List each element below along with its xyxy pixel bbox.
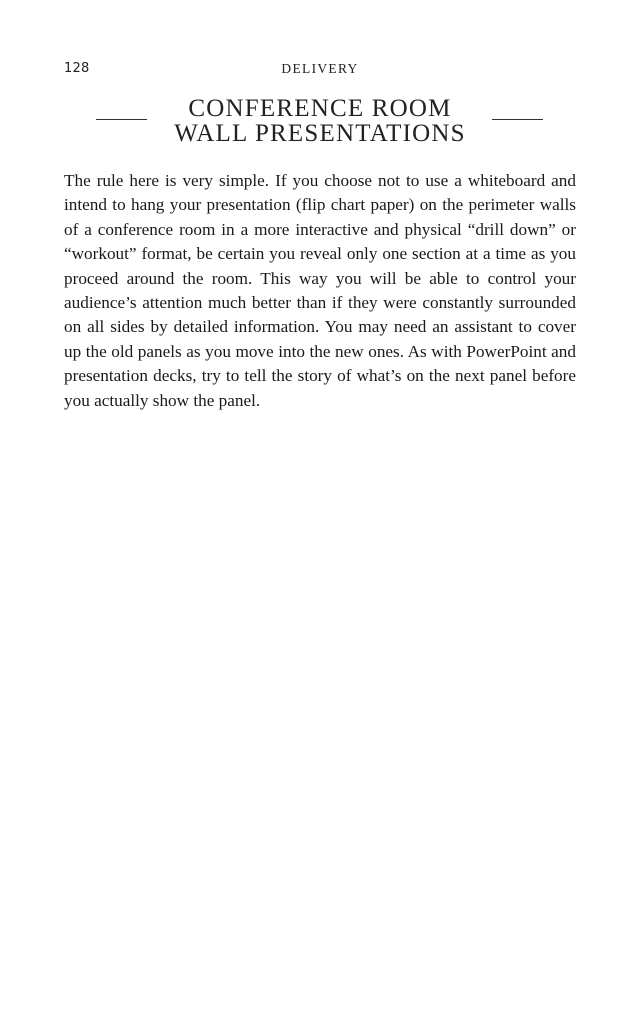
page-number: 128: [64, 61, 90, 76]
section-title-line-1: CONFERENCE ROOM: [188, 95, 452, 122]
running-head: [64, 61, 576, 81]
body-paragraph: The rule here is very simple. If you choose not to use a whiteboard and intend to hang your presentation (flip chart paper) on the perimeter walls of a conference room in a more interactive and physical “drill down” or “workout” format, be certain you reveal only one section at a time as you proceed around the room. This way you will be able to control your audience’s attention much better than if they were constantly surrounded on all sides by detailed information. You may need an assistant to cover up the old panels as you move into the new ones. As with PowerPoint and presentation decks, try to tell the story of what’s on the next panel before you actually show the panel.: [64, 171, 576, 410]
section-title-line-2: WALL PRESENTATIONS: [174, 120, 466, 147]
section-title: [64, 96, 576, 146]
chapter-title: DELIVERY: [281, 61, 359, 76]
section-heading: [64, 96, 576, 152]
